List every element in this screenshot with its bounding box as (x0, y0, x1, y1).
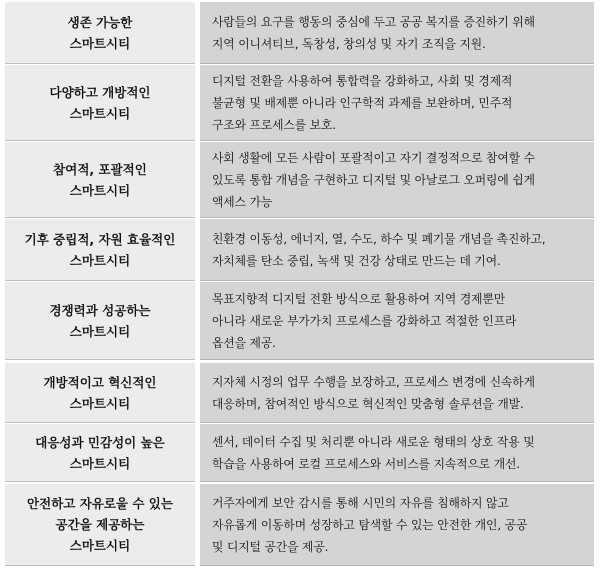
table-row (0, 142, 600, 218)
row-description: 친환경 이동성, 에너지, 열, 수도, 하수 및 폐기물 개념을 촉진하고, 자치체를 탄소 중립, 녹색 및 건강 상태로 만드는 데 기여. (212, 231, 546, 268)
row-description-cell (200, 363, 594, 423)
table-row (0, 2, 600, 64)
row-term-cell (5, 282, 195, 360)
row-term: 생존 가능한 스마트시티 (67, 14, 133, 51)
table-row (0, 219, 600, 281)
table-row (0, 484, 600, 566)
row-term: 대응성과 민감성이 높은 스마트시티 (35, 434, 165, 471)
row-description-cell (200, 2, 594, 64)
row-term-cell (5, 219, 195, 281)
row-description-cell (200, 65, 594, 141)
row-term: 기후 중립적, 자원 효율적인 스마트시티 (24, 231, 176, 268)
table-row (0, 424, 600, 482)
row-term-cell (5, 424, 195, 482)
row-description: 사회 생활에 모든 사람이 포괄적이고 자기 결정적으로 참여할 수 있도록 통합 개념을 구현하고 디지털 및 아날로그 오퍼링에 쉽게 액세스 가능 (212, 150, 535, 209)
row-term: 참여적, 포괄적인 스마트시티 (53, 161, 147, 198)
row-description-cell (200, 142, 594, 218)
row-description: 센서, 데이터 수집 및 처리뿐 아니라 새로운 형태의 상호 작용 및 학습을 사용하여 로컬 프로세스와 서비스를 지속적으로 개선. (212, 434, 535, 471)
row-term: 개방적이고 혁신적인 스마트시티 (43, 374, 157, 411)
row-term: 다양하고 개방적인 스마트시티 (49, 84, 151, 121)
row-term-cell (5, 142, 195, 218)
row-description-cell (200, 219, 594, 281)
row-description: 거주자에게 보안 감시를 통해 시민의 자유를 침해하지 않고 자유롭게 이동하며 성장하고 탐색할 수 있는 안전한 개인, 공공 및 디지털 공간을 제공. (212, 495, 528, 554)
row-description: 사람들의 요구를 행동의 중심에 두고 공공 복지를 증진하기 위해 지역 이니셔티브, 독창성, 창의성 및 자기 조직을 지원. (212, 14, 535, 51)
row-term: 안전하고 자유로울 수 있는 공간을 제공하는 스마트시티 (27, 496, 173, 553)
row-description: 목표지향적 디지털 전환 방식으로 활용하여 지역 경제뿐만 아니라 새로운 부가가치 프로세스를 강화하고 적절한 인프라 옵션을 제공. (212, 291, 517, 350)
table-row (0, 363, 600, 423)
row-term-cell (5, 363, 195, 423)
row-description-cell (200, 424, 594, 482)
table-row (0, 282, 600, 360)
table-row (0, 65, 600, 141)
row-description-cell (200, 484, 594, 566)
row-term-cell (5, 484, 195, 566)
row-description: 디지털 전환을 사용하여 통합력을 강화하고, 사회 및 경제적 불균형 및 배제뿐 아니라 인구학적 과제를 보완하며, 민주적 구조와 프로세스를 보호. (212, 73, 513, 132)
row-term-cell (5, 2, 195, 64)
row-term: 경쟁력과 성공하는 스마트시티 (49, 302, 151, 339)
row-term-cell (5, 65, 195, 141)
row-description-cell (200, 282, 594, 360)
row-description: 지자체 시정의 업무 수행을 보장하고, 프로세스 변경에 신속하게 대응하며, 참여적인 방식으로 혁신적인 맞춤형 솔루션을 개발. (212, 374, 535, 411)
